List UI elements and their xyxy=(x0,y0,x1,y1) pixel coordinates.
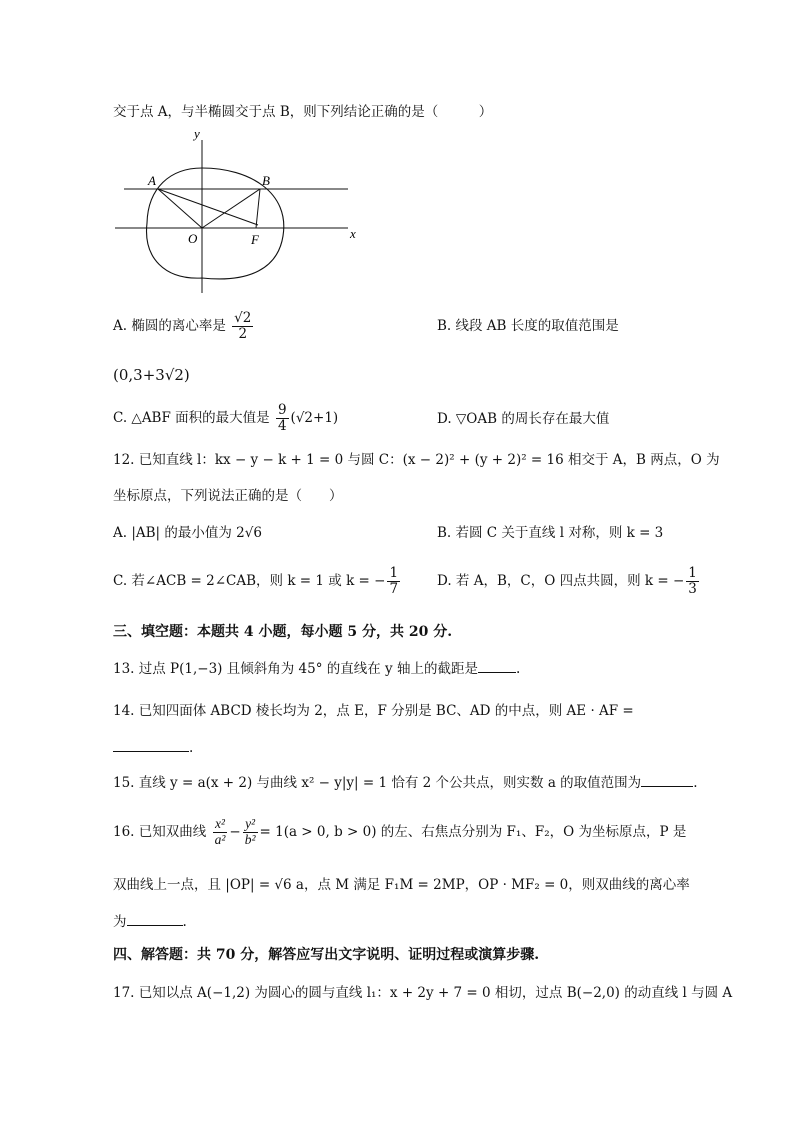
q11-option-a: A. 椭圆的离心率是 $\frac{√2}{2}$ xyxy=(113,310,252,342)
q12-stem-line2: 坐标原点，下列说法正确的是（ ） xyxy=(113,488,343,504)
section-4-heading: 四、解答题：共 70 分，解答应写出文字说明、证明过程或演算步骤. xyxy=(113,947,540,963)
q12-option-d: D. 若 A，B，C，O 四点共圆，则 k = − $\frac{1}{3}$ xyxy=(437,565,697,597)
q12-option-c: C. 若∠ACB = 2∠CAB，则 k = 1 或 k = − $\frac{1}{7}$ xyxy=(113,565,399,597)
q15: 15. 直线 y = a(x + 2) 与曲线 x² − y|y| = 1 恰有 2 个公共点，则实数 a 的取值范围为 . xyxy=(113,775,698,791)
q17: 17. 已知以点 A(−1,2) 为圆心的圆与直线 l₁：x + 2y + 7 = 0 相切，过点 B(−2,0) 的动直线 l 与圆 A xyxy=(113,985,733,1001)
label-b: B xyxy=(262,173,270,188)
question-continuation: 交于点 A，与半椭圆交于点 B，则下列结论正确的是（ ） xyxy=(113,104,493,120)
q11-option-c: C. △ABF 面积的最大值是 $\frac{9}{4}$ (√2+1) xyxy=(113,402,339,434)
q16-line1: 16. 已知双曲线 $\frac{\text{x²}}{\text{a²}}$ − $\frac{\text{y²}}{\text{b²}}$ = 1(a > 0, b > 0) 的左、右焦点分别为 F₁、F₂，O 为坐标原点，P 是 xyxy=(113,816,687,847)
q16-line3: 为 . xyxy=(113,914,187,930)
q12-stem-line1: 12. 已知直线 l：kx − y − k + 1 = 0 与圆 C：(x − 2)² + (y + 2)² = 16 相交于 A，B 两点，O 为 xyxy=(113,452,720,468)
label-y: y xyxy=(194,128,200,141)
label-f: F xyxy=(251,232,259,247)
q13: 13. 过点 P(1,−3) 且倾斜角为 45° 的直线在 y 轴上的截距是 . xyxy=(113,661,521,677)
ellipse-figure xyxy=(110,128,370,298)
q14: 14. 已知四面体 ABCD 棱长均为 2，点 E，F 分别是 BC、AD 的中点，则 AE · AF = xyxy=(113,703,634,719)
section-3-heading: 三、填空题：本题共 4 小题，每小题 5 分，共 20 分. xyxy=(113,624,453,640)
label-a: A xyxy=(148,173,156,188)
q16-line2: 双曲线上一点，且 |OP| = √6 a，点 M 满足 F₁M = 2MP，OP · MF₂ = 0，则双曲线的离心率 xyxy=(113,877,690,893)
q12-option-b: B. 若圆 C 关于直线 l 对称，则 k = 3 xyxy=(437,525,664,541)
q11-option-b: B. 线段 AB 长度的取值范围是 xyxy=(437,318,619,334)
q14-blank: . xyxy=(113,740,193,756)
q12-option-a: A. |AB| 的最小值为 2√6 xyxy=(113,525,262,541)
label-x: x xyxy=(350,226,356,241)
q11-option-b-range: (0,3+3√2) xyxy=(113,366,190,384)
label-o: O xyxy=(188,231,198,246)
q11-option-d: D. ▽OAB 的周长存在最大值 xyxy=(437,411,610,427)
